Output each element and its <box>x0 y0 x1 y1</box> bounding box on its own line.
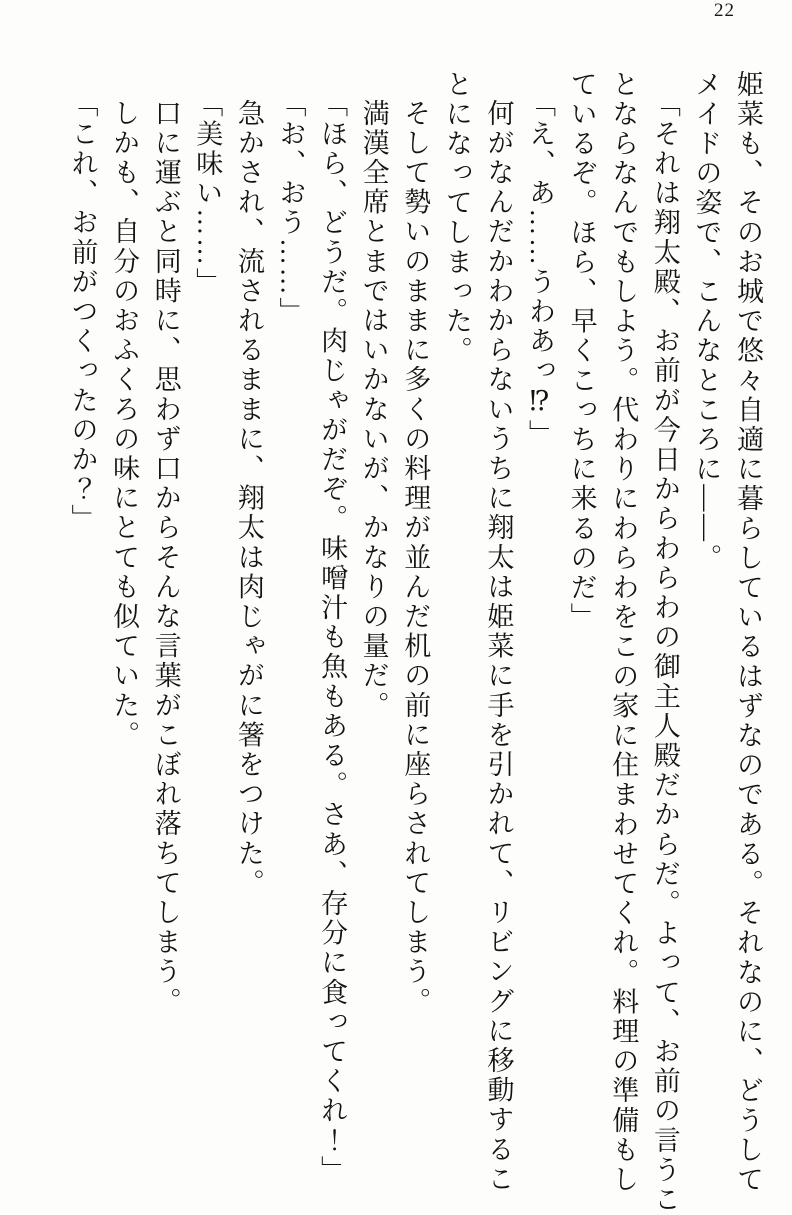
text-column: メイドの姿で、こんなところに――。 <box>691 70 722 574</box>
page-number: 22 <box>714 0 735 21</box>
text-column: しかも、自分のおふくろの味にとても似ていた。 <box>109 99 140 751</box>
vertical-text-block <box>61 70 768 1215</box>
text-column: ているぞ。ほら、早くこっちに来るのだ」 <box>566 70 597 633</box>
text-column: とになってしまった。 <box>441 70 472 366</box>
text-column: 「お、おう……」 <box>275 90 306 327</box>
text-column: 何がなんだかわからないうちに翔太は姫菜に手を引かれて、リビングに移動するこ <box>483 99 514 1195</box>
text-column: とならなんでもしよう。代わりにわらわをこの家に住まわせてくれ。料理の準備もし <box>608 70 639 1195</box>
text-column: 口に運ぶと同時に、思わず口からそんな言葉がこぼれ落ちてしまう。 <box>150 99 181 1017</box>
text-column: 満漢全席とまではいかないが、かなりの量だ。 <box>358 99 389 721</box>
text-column: 「それは翔太殿、お前が今日からわらわの御主人殿だからだ。よって、お前の言うこ <box>649 90 680 1215</box>
text-column: 急かされ、流されるままに、翔太は肉じゃがに箸をつけた。 <box>233 99 264 899</box>
text-column: 「え、あ……うわあっ⁉」 <box>525 90 556 450</box>
text-column: 「美味い……」 <box>192 90 223 298</box>
text-column: 姫菜も、そのお城で悠々自適に暮らしているはずなのである。それなのに、どうして <box>733 70 763 1195</box>
text-column: 「これ、お前がつくったのか？」 <box>67 90 98 534</box>
text-column: 「ほら、どうだ。肉じゃがだぞ。味噌汁も魚もある。さあ、存分に食ってくれ！」 <box>317 90 348 1186</box>
text-column: そして勢いのままに多くの料理が並んだ机の前に座らされてしまう。 <box>400 99 431 1017</box>
